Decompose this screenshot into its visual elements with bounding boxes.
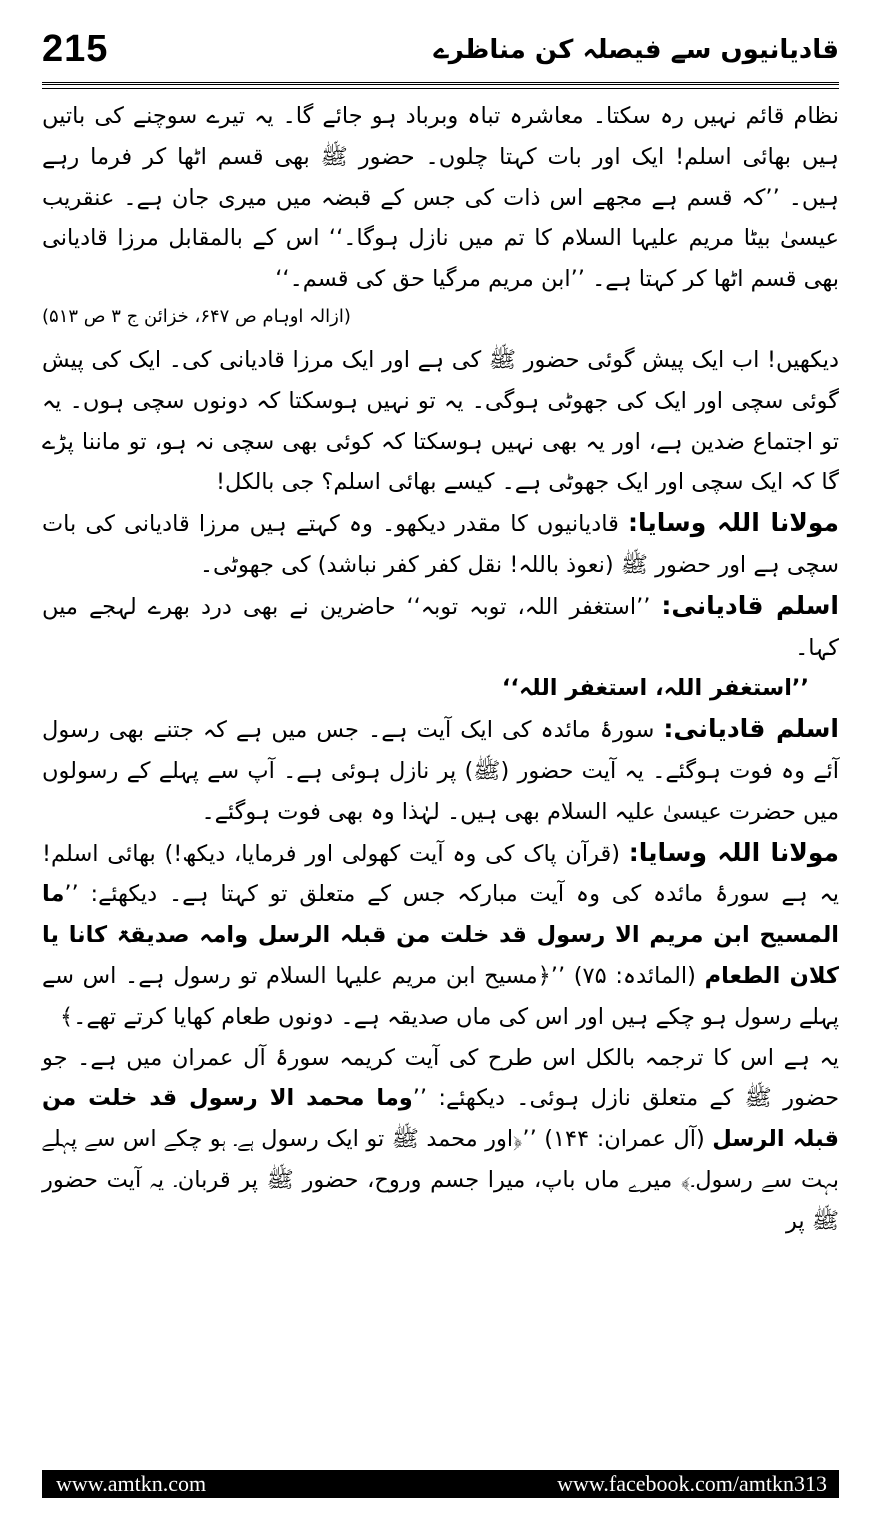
website-link[interactable]: www.amtkn.com xyxy=(56,1471,207,1496)
page-number: 215 xyxy=(42,28,109,70)
verse-reference: (آل عمران: ۱۴۴) xyxy=(544,1126,705,1153)
dialogue-2 xyxy=(42,586,839,669)
speaker-label: مولانا اللہ وسایا: xyxy=(628,508,839,538)
dialogue-4 xyxy=(42,833,839,1038)
dialogue-3 xyxy=(42,709,839,832)
quran-verse: ما المسیح ابن مریم الا رسول قد خلت من قبلہ الرسل وامہ صدیقۃ کانا یا کلان الطعام xyxy=(42,881,839,989)
paragraph-text: یہ ہے اس کا ترجمہ بالکل اس طرح کی آیت کریمہ سورۂ آل عمران میں ہے۔ جو حضور ﷺ کے متعلق نازل ہوئی۔ دیکھئے: ’’ xyxy=(42,1044,839,1112)
speaker-label: مولانا اللہ وسایا: xyxy=(628,837,840,867)
reference-1: (ازالہ اوہام ص ۶۴۷، خزائن ج ۳ ص ۵۱۳) xyxy=(42,305,351,327)
quran-verse: وما محمد الا رسول قد خلت من قبلہ الرسل xyxy=(42,1085,839,1153)
header-divider xyxy=(42,82,839,89)
page-body xyxy=(42,96,839,1242)
audience-quote xyxy=(42,668,839,709)
running-title: قادیانیوں سے فیصلہ کن مناظرے xyxy=(433,35,839,65)
dialogue-text: قادیانیوں کا مقدر دیکھو۔ وہ کہتے ہیں مرزا قادیانی کی بات سچی ہے اور حضور ﷺ (نعوذ باللہ! نقل کفر کفر نباشد) کی جھوٹی۔ xyxy=(42,511,839,578)
paragraph-2: دیکھیں! اب ایک پیش گوئی حضور ﷺ کی ہے اور ایک مرزا قادیانی کی۔ ایک کی پیش گوئی سچی اور ایک کی جھوٹی ہوگی۔ یہ تو نہیں ہوسکتا کہ دونوں سچی ہوں۔ یہ تو اجتماع ضدین ہے، اور یہ بھی نہیں ہوسکتا کہ کوئی بھی سچی نہ ہو، تو ماننا پڑے گا کہ ایک سچی اور ایک جھوٹی ہے۔ کیسے بھائی اسلم؟ جی بالکل! xyxy=(42,346,839,496)
verse-translation: ’’﴿اور محمد ﷺ تو ایک رسول ہے۔ ہو چکے اس سے پہلے بہت سے رسول۔﴾ میرے ماں باپ، میرا جسم وروح، حضور ﷺ پر قربان۔ یہ آیت حضور ﷺ پر xyxy=(42,1126,839,1234)
dialogue-1 xyxy=(42,503,839,586)
dialogue-text: سورۂ مائدہ کی ایک آیت ہے۔ جس میں ہے کہ جتنے بھی رسول آئے وہ فوت ہوگئے۔ یہ آیت حضور (ﷺ) پر نازل ہوئی ہے۔ آپ سے پہلے کے رسولوں میں حضرت عیسیٰ علیہ السلام بھی ہیں۔ لہٰذا وہ بھی فوت ہوگئے۔ xyxy=(42,717,839,825)
paragraph-1: نظام قائم نہیں رہ سکتا۔ معاشرہ تباہ وبرباد ہو جائے گا۔ یہ تیرے سوچنے کی باتیں ہیں بھائی اسلم! ایک اور بات کہتا چلوں۔ حضور ﷺ بھی قسم اٹھا کر فرما رہے ہیں۔ ’’کہ قسم ہے مجھے اس ذات کی جس کے قبضہ میں میری جان ہے۔ عنقریب عیسیٰ بیٹا مریم علیہا السلام کا تم میں نازل ہوگا۔‘‘ اس کے بالمقابل مرزا قادیانی بھی قسم اٹھا کر کہتا ہے۔ ’’ابن مریم مرگیا حق کی قسم۔‘‘ xyxy=(42,103,839,293)
facebook-link[interactable]: www.facebook.com/amtkn313 xyxy=(557,1471,827,1496)
paragraph-3 xyxy=(42,1038,839,1242)
verse-reference: (المائدہ: ۷۵) xyxy=(573,962,696,989)
quote-text: ’’استغفر اللہ، استغفر اللہ‘‘ xyxy=(501,675,809,702)
verse-translation: ’’﴿مسیح ابن مریم علیہا السلام تو رسول ہے۔ اس سے پہلے رسول ہو چکے ہیں اور اس کی ماں صدیقہ ہے۔ دونوں طعام کھایا کرتے تھے۔﴾ xyxy=(42,962,839,1030)
page-footer xyxy=(42,1470,839,1498)
dialogue-text: ’’استغفر اللہ، توبہ توبہ‘‘ حاضرین نے بھی درد بھرے لہجے میں کہا۔ xyxy=(42,593,839,661)
speaker-label: اسلم قادیانی: xyxy=(663,714,839,744)
dialogue-text: (قرآن پاک کی وہ آیت کھولی اور فرمایا، دیکھ!) بھائی اسلم! یہ ہے سورۂ مائدہ کی وہ آیت مبارکہ جس کے متعلق تو کہتا ہے۔ دیکھئے: ’’ xyxy=(42,840,839,908)
speaker-label: اسلم قادیانی: xyxy=(661,590,839,620)
page-header xyxy=(42,22,839,74)
